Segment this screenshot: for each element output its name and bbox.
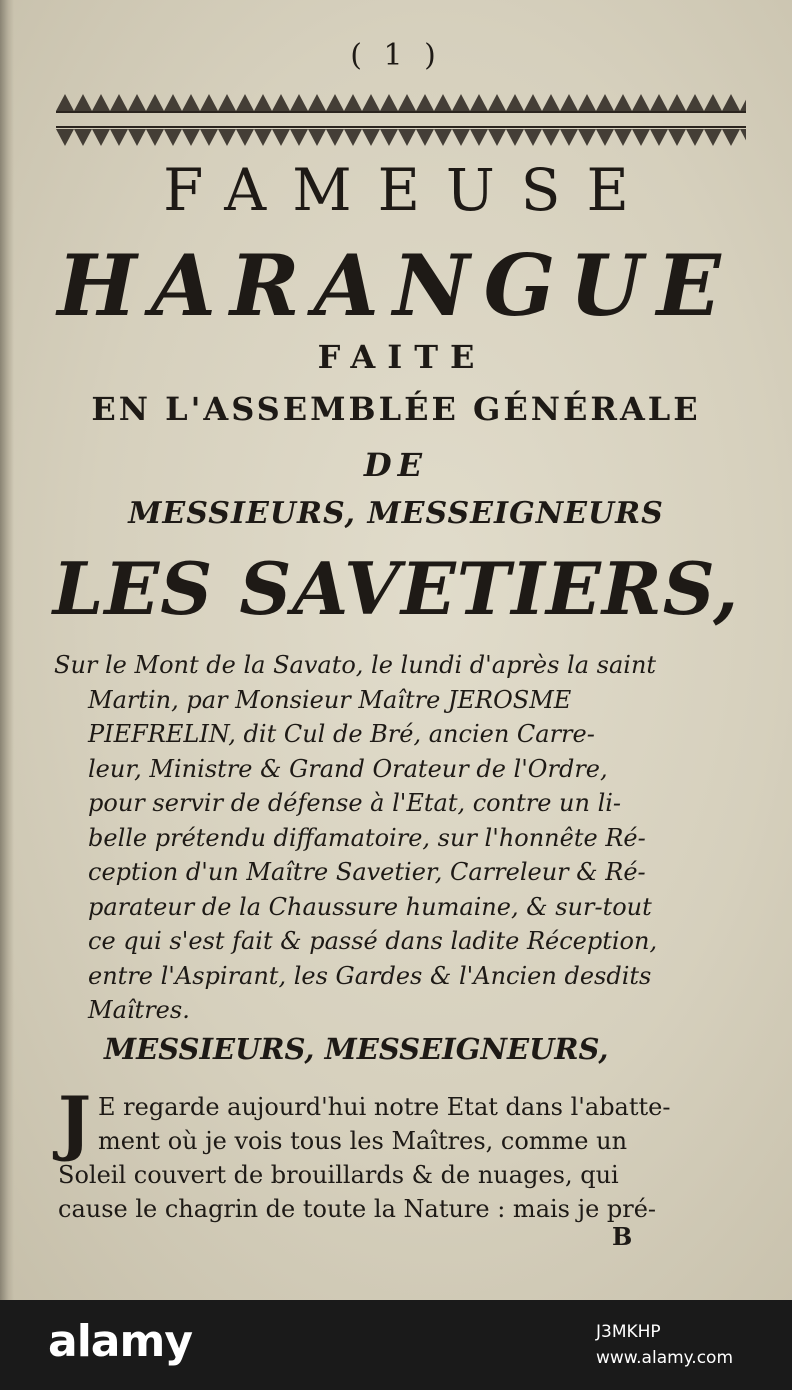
title-fameuse: FAMEUSE: [163, 156, 655, 224]
paragraph-line: Soleil couvert de brouillards & de nuages, qui: [58, 1161, 619, 1189]
paragraph-line: cause le chagrin de toute la Nature : mais je pré-: [58, 1195, 657, 1223]
title-messieurs: MESSIEURS, MESSEIGNEURS: [128, 496, 664, 531]
title-faite: FAITE: [317, 338, 487, 376]
subtitle-line: belle prétendu diffamatoire, sur l'honnête Ré-: [88, 823, 646, 852]
title-assemblee: EN L'ASSEMBLÉE GÉNÉRALE: [91, 390, 701, 428]
ornament-band-bottom: [56, 124, 746, 152]
title-de: DE: [363, 446, 429, 484]
signature-mark: B: [612, 1222, 633, 1251]
title-savetiers: LES SAVETIERS,: [52, 546, 740, 631]
subtitle-line: ception d'un Maître Savetier, Carreleur & Ré-: [88, 858, 646, 886]
ornament-band-top: [56, 88, 746, 114]
subtitle-line: Maîtres.: [88, 996, 190, 1024]
subtitle-line: entre l'Aspirant, les Gardes & l'Ancien desdits: [88, 961, 652, 990]
subtitle-line: Martin, par Monsieur Maître JEROSME: [88, 685, 572, 714]
drop-cap: J: [58, 1081, 92, 1164]
paragraph-line: ment où je vois tous les Maîtres, comme un: [98, 1127, 628, 1155]
alamy-logo: alamy: [48, 1316, 192, 1367]
paragraph-line: E regarde aujourd'hui notre Etat dans l'abatte-: [98, 1093, 671, 1121]
subtitle-line: ce qui s'est fait & passé dans ladite Réception,: [88, 927, 658, 955]
subtitle-line: leur, Ministre & Grand Orateur de l'Ordre,: [88, 754, 608, 783]
image-id: J3MKHP: [596, 1322, 661, 1342]
subtitle-line: parateur de la Chaussure humaine, & sur-tout: [88, 892, 652, 921]
subtitle-line: Sur le Mont de la Savato, le lundi d'après la saint: [54, 651, 657, 679]
salutation: MESSIEURS, MESSEIGNEURS,: [104, 1032, 609, 1066]
subtitle-block: [54, 648, 760, 1028]
site-url: www.alamy.com: [596, 1348, 734, 1368]
subtitle-line: pour servir de défense à l'Etat, contre un li-: [88, 789, 622, 817]
title-harangue: HARANGUE: [57, 236, 735, 335]
page-number: ( 1 ): [350, 38, 442, 73]
subtitle-line: PIEFRELIN, dit Cul de Bré, ancien Carre-: [88, 720, 595, 748]
body-paragraph: [58, 1081, 758, 1226]
